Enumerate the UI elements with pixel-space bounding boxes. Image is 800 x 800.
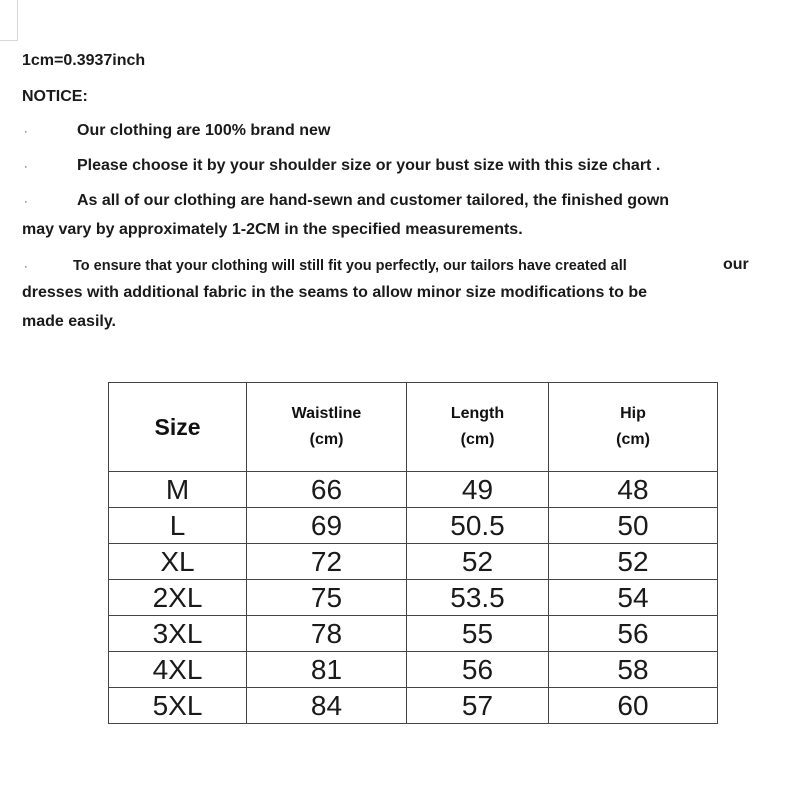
header-length-label: Length: [450, 405, 505, 422]
cell-waistline: 78: [247, 616, 407, 652]
cell-hip: 52: [549, 544, 718, 580]
header-waistline: [247, 383, 407, 472]
bullet-mark: ·: [24, 161, 28, 173]
notice-bullet-2: Please choose it by your shoulder size or your bust size with this size chart .: [77, 157, 661, 174]
bullet-mark: ·: [24, 261, 28, 273]
notice-bullet-4-line-1: To ensure that your clothing will still fit you perfectly, our tailors have created all: [73, 258, 627, 274]
cell-size: 3XL: [109, 616, 247, 652]
cell-waistline: 84: [247, 688, 407, 724]
header-waistline-unit: (cm): [309, 431, 344, 448]
cell-length: 52: [407, 544, 549, 580]
table-row: [109, 652, 718, 688]
cell-length: 49: [407, 472, 549, 508]
table-row: [109, 508, 718, 544]
cell-size: XL: [109, 544, 247, 580]
page-corner-mark: [17, 0, 18, 40]
table-row: [109, 472, 718, 508]
notice-heading: NOTICE:: [22, 88, 88, 105]
cell-hip: 60: [549, 688, 718, 724]
cell-length: 50.5: [407, 508, 549, 544]
cell-waistline: 75: [247, 580, 407, 616]
cell-waistline: 66: [247, 472, 407, 508]
cell-waistline: 69: [247, 508, 407, 544]
header-length: [407, 383, 549, 472]
cell-waistline: 81: [247, 652, 407, 688]
cell-size: 4XL: [109, 652, 247, 688]
cell-size: M: [109, 472, 247, 508]
header-size: [109, 383, 247, 472]
cell-hip: 58: [549, 652, 718, 688]
unit-conversion: 1cm=0.3937inch: [22, 52, 146, 69]
cell-length: 56: [407, 652, 549, 688]
table-row: [109, 616, 718, 652]
cell-length: 55: [407, 616, 549, 652]
notice-bullet-3-line-1: As all of our clothing are hand-sewn and customer tailored, the finished gown: [77, 192, 670, 209]
header-length-unit: (cm): [460, 431, 495, 448]
notice-bullet-4-line-2: dresses with additional fabric in the seams to allow minor size modifications to be: [22, 284, 648, 301]
notice-bullet-4-line-3: made easily.: [22, 313, 116, 330]
page-corner-mark: [0, 40, 18, 41]
cell-size: 5XL: [109, 688, 247, 724]
notice-bullet-1: Our clothing are 100% brand new: [77, 122, 331, 139]
bullet-mark: ·: [24, 126, 28, 138]
table-header-row: [109, 383, 718, 472]
cell-length: 57: [407, 688, 549, 724]
table-row: [109, 688, 718, 724]
cell-waistline: 72: [247, 544, 407, 580]
header-waistline-label: Waistline: [291, 405, 362, 422]
size-chart-table: [108, 382, 718, 724]
cell-hip: 48: [549, 472, 718, 508]
cell-hip: 56: [549, 616, 718, 652]
cell-size: L: [109, 508, 247, 544]
notice-bullet-3-line-2: may vary by approximately 1-2CM in the specified measurements.: [22, 221, 523, 238]
cell-hip: 54: [549, 580, 718, 616]
header-hip-label: Hip: [620, 405, 646, 422]
header-hip: [549, 383, 718, 472]
bullet-mark: ·: [24, 196, 28, 208]
header-hip-unit: (cm): [616, 431, 650, 448]
cell-size: 2XL: [109, 580, 247, 616]
cell-hip: 50: [549, 508, 718, 544]
table-row: [109, 544, 718, 580]
notice-bullet-4-tail: our: [723, 256, 749, 273]
cell-length: 53.5: [407, 580, 549, 616]
header-size-label: Size: [154, 413, 201, 440]
table-row: [109, 580, 718, 616]
